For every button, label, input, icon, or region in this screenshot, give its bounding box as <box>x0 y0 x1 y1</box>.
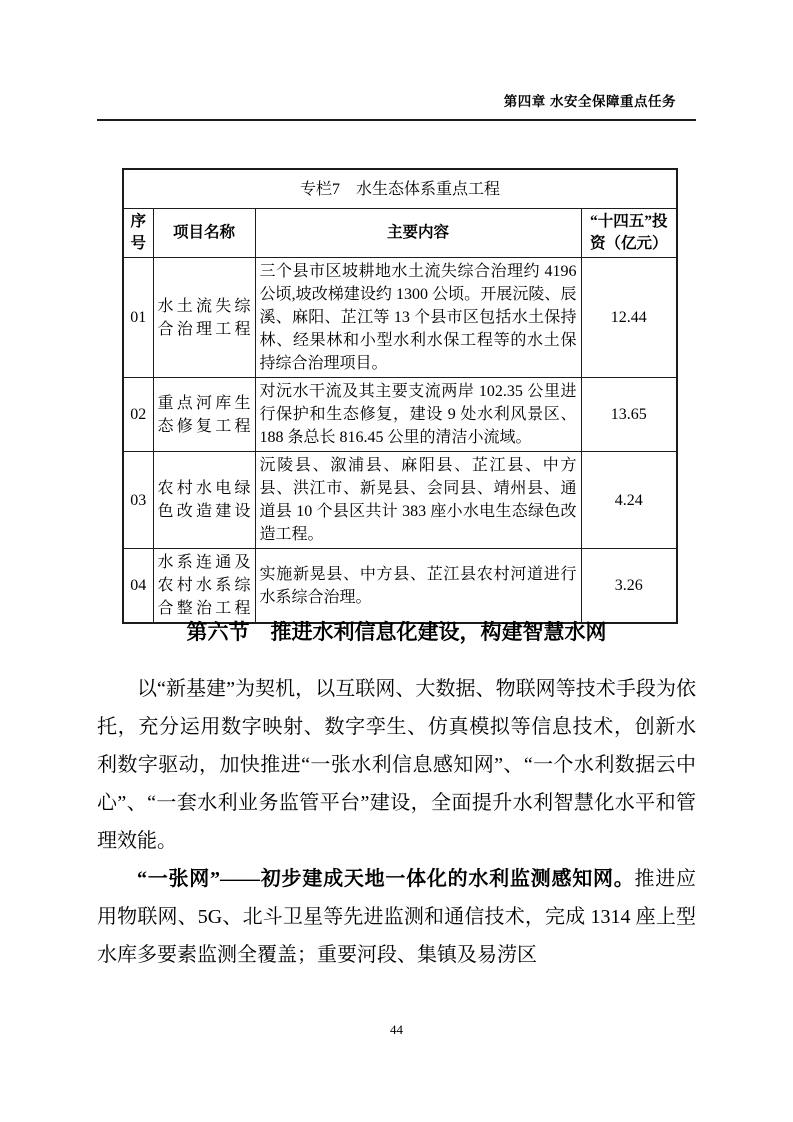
page-number: 44 <box>390 1022 403 1037</box>
header-rule <box>97 119 696 121</box>
paragraph-text: 以“新基建”为契机，以互联网、大数据、物联网等技术手段为依托，充分运用数字映射、数字孪生、仿真模拟等信息技术，创新水利数字驱动，加快推进“一张水利信息感知网”、“一个水利数据云中心”、“一套水利业务监管平台”建设，全面提升水利智慧化水平和管理效能。 <box>97 678 696 852</box>
table-row <box>123 378 677 452</box>
investment-value: 3.26 <box>581 549 677 624</box>
table-row <box>123 452 677 549</box>
table-title: 专栏7 水生态体系重点工程 <box>123 169 677 209</box>
body-paragraph <box>97 670 696 860</box>
body-paragraph <box>97 860 696 974</box>
row-number: 03 <box>123 452 153 549</box>
project-name: 水系连通及农村水系综合整治工程 <box>153 549 255 624</box>
project-content: 沅陵县、溆浦县、麻阳县、芷江县、中方县、洪江市、新晃县、会同县、靖州县、通道县 10 个县区共计 383 座小水电生态绿色改造工程。 <box>255 452 581 549</box>
project-name: 农村水电绿色改造建设 <box>153 452 255 549</box>
table-row <box>123 258 677 378</box>
row-number: 04 <box>123 549 153 624</box>
column-header-name: 项目名称 <box>153 209 255 258</box>
column-header-content: 主要内容 <box>255 209 581 258</box>
body-section <box>97 610 696 974</box>
project-name: 重点河库生态修复工程 <box>153 378 255 452</box>
running-header <box>97 90 696 121</box>
table-wrapper <box>122 168 678 624</box>
chapter-header: 第四章 水安全保障重点任务 <box>503 94 676 109</box>
project-content: 对沅水干流及其主要支流两岸 102.35 公里进行保护和生态修复，建设 9 处水利风景区、188 条总长 816.45 公里的清洁小流域。 <box>255 378 581 452</box>
project-content: 实施新晃县、中方县、芷江县农村河道进行水系综合治理。 <box>255 549 581 624</box>
paragraph-text: 推进应用物联网、5G、北斗卫星等先进监测和通信技术，完成 1314 座上型水库多要素监测全覆盖；重要河段、集镇及易涝区 <box>97 868 697 966</box>
section-heading: 第六节 推进水利信息化建设，构建智慧水网 <box>186 620 607 644</box>
project-table <box>122 168 678 624</box>
row-number: 02 <box>123 378 153 452</box>
investment-value: 12.44 <box>581 258 677 378</box>
column-header-no: 序号 <box>123 209 153 258</box>
project-name: 水土流失综合治理工程 <box>153 258 255 378</box>
row-number: 01 <box>123 258 153 378</box>
investment-value: 13.65 <box>581 378 677 452</box>
project-content: 三个县市区坡耕地水土流失综合治理约 4196 公顷,坡改梯建设约 1300 公顷。开展沅陵、辰溪、麻阳、芷江等 13 个县市区包括水土保持林、经果林和小型水利水保工程等的水土保持综合治理项目。 <box>255 258 581 378</box>
paragraph-bold-lead: “一张网”——初步建成天地一体化的水利监测感知网。 <box>137 868 635 890</box>
investment-value: 4.24 <box>581 452 677 549</box>
column-header-investment: “十四五”投资（亿元） <box>581 209 677 258</box>
